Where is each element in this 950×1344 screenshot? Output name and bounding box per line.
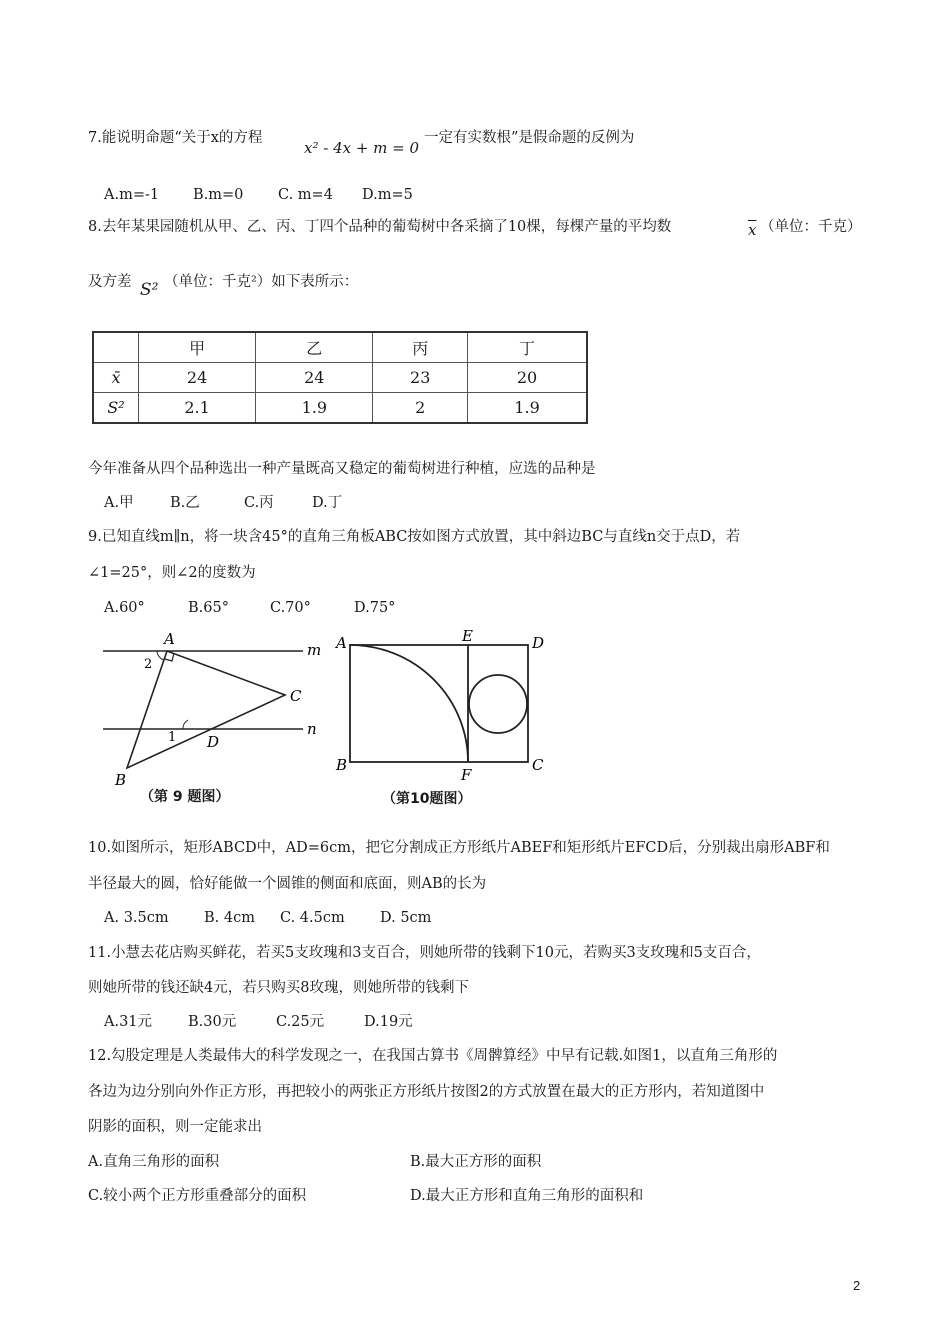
label-n: n (307, 720, 317, 738)
q9-option-a[interactable]: A.60° (104, 600, 145, 616)
q8-line1: 8.去年某果园随机从甲、乙、丙、丁四个品种的葡萄树中各采摘了10棵，每棵产量的平均数 (88, 219, 672, 235)
q10-option-a[interactable]: A. 3.5cm (104, 910, 169, 926)
table-cell: 24 (256, 363, 373, 393)
angle-1-arc (183, 720, 188, 729)
q12-line1: 12.勾股定理是人类最伟大的科学发现之一，在我国古算书《周髀算经》中早有记载.如图1，以直角三角形的 (88, 1048, 778, 1064)
label-c: C (532, 756, 544, 774)
q10-figure-caption: （第10题图） (382, 791, 472, 807)
q8-line3: 今年准备从四个品种选出一种产量既高又稳定的葡萄树进行种植，应选的品种是 (88, 461, 596, 477)
label-1: 1 (168, 730, 177, 745)
table-cell: 2 (373, 393, 468, 424)
label-c: C (290, 687, 302, 705)
q9-figure (95, 628, 335, 788)
label-e: E (462, 628, 473, 645)
table-cell: 24 (139, 363, 256, 393)
q12-line3: 阴影的面积，则一定能求出 (88, 1119, 262, 1135)
q11-option-c[interactable]: C.25元 (276, 1014, 325, 1030)
q10-option-b[interactable]: B. 4cm (204, 910, 255, 926)
q10-figure (330, 628, 560, 788)
table-header-cell: 甲 (139, 332, 256, 363)
q12-option-b[interactable]: B.最大正方形的面积 (410, 1154, 542, 1170)
label-b: B (336, 756, 348, 774)
table-row (93, 363, 587, 393)
q8-option-a[interactable]: A.甲 (104, 495, 134, 511)
q9-option-c[interactable]: C.70° (270, 600, 311, 616)
table-cell: 1.9 (256, 393, 373, 424)
label-a: A (164, 630, 175, 648)
q9-line1: 9.已知直线m∥n，将一块含45°的直角三角板ABC按如图方式放置，其中斜边BC与直线n交于点D，若 (88, 529, 741, 545)
table-header-cell (93, 332, 139, 363)
q8-line2-a: 及方差 (88, 274, 132, 290)
q10-option-c[interactable]: C. 4.5cm (280, 910, 345, 926)
q11-option-b[interactable]: B.30元 (188, 1014, 237, 1030)
label-d: D (532, 634, 545, 652)
q12-line2: 各边为边分别向外作正方形，再把较小的两张正方形纸片按图2的方式放置在最大的正方形内，若知道图中 (88, 1084, 765, 1100)
q10-option-d[interactable]: D. 5cm (380, 910, 432, 926)
table-row-label: x̄ (93, 363, 139, 393)
inscribed-circle (469, 675, 527, 733)
q7-option-c[interactable]: C. m=4 (278, 187, 333, 203)
table-row (93, 393, 587, 424)
table-header-cell: 丁 (468, 332, 587, 363)
q8-line2-b: （单位：千克²）如下表所示： (164, 274, 359, 290)
q7-text-a: 7.能说明命题“关于x的方程 (88, 130, 263, 146)
table-header-cell: 丙 (373, 332, 468, 363)
q9-option-b[interactable]: B.65° (188, 600, 229, 616)
q11-line1: 11.小慧去花店购买鲜花，若买5支玫瑰和3支百合，则她所带的钱剩下10元，若购买3支玫瑰和5支百合， (88, 945, 761, 961)
q7-option-b[interactable]: B.m=0 (193, 187, 244, 203)
label-2: 2 (144, 657, 153, 672)
label-d: D (207, 733, 220, 751)
label-b: B (115, 771, 127, 788)
q7-stem-end (424, 128, 634, 148)
table-row-label: S² (93, 393, 139, 424)
q12-option-c[interactable]: C.较小两个正方形重叠部分的面积 (88, 1188, 307, 1204)
q9-figure-caption: （第 9 题图） (140, 789, 230, 805)
q7-eq: x² - 4x + m = 0 (304, 139, 420, 157)
q7-equation (304, 138, 419, 158)
q11-option-d[interactable]: D.19元 (364, 1014, 413, 1030)
q8-option-c[interactable]: C.丙 (244, 495, 274, 511)
sector-arc (350, 645, 468, 762)
q10-line2: 半径最大的圆，恰好能做一个圆锥的侧面和底面，则AB的长为 (88, 876, 487, 892)
table-cell: 20 (468, 363, 587, 393)
q7-option-a[interactable]: A.m=-1 (104, 187, 160, 203)
q12-option-a[interactable]: A.直角三角形的面积 (88, 1154, 220, 1170)
table-header-cell: 乙 (256, 332, 373, 363)
q7-option-d[interactable]: D.m=5 (362, 187, 413, 203)
table-cell: 23 (373, 363, 468, 393)
q8-xbar: $\overline{x}$ (748, 221, 757, 239)
label-m: m (307, 641, 322, 659)
q8-s2: S² (140, 280, 159, 300)
label-f: F (461, 766, 472, 784)
q11-option-a[interactable]: A.31元 (104, 1014, 153, 1030)
table-cell: 1.9 (468, 393, 587, 424)
table-header-row (93, 332, 587, 363)
q12-option-d[interactable]: D.最大正方形和直角三角形的面积和 (410, 1188, 644, 1204)
label-a: A (336, 634, 347, 652)
q8-data-table (92, 331, 588, 424)
table-cell: 2.1 (139, 393, 256, 424)
q8-option-d[interactable]: D.丁 (312, 495, 343, 511)
q7-text-b: 一定有实数根”是假命题的反例为 (424, 130, 635, 146)
q9-option-d[interactable]: D.75° (354, 600, 396, 616)
rectangle-abcd (350, 645, 528, 762)
q10-line1: 10.如图所示，矩形ABCD中，AD=6cm，把它分割成正方形纸片ABEF和矩形纸片EFCD后，分别裁出扇形ABF和 (88, 840, 830, 856)
q8-line1-end: （单位：千克） (760, 219, 862, 235)
q7-stem (88, 128, 262, 148)
q9-line2: ∠1=25°，则∠2的度数为 (88, 565, 256, 581)
q8-option-b[interactable]: B.乙 (170, 495, 200, 511)
angle-2-arc (157, 651, 164, 660)
page-number: 2 (853, 1278, 861, 1293)
q11-line2: 则她所带的钱还缺4元，若只购买8玫瑰，则她所带的钱剩下 (88, 980, 469, 996)
